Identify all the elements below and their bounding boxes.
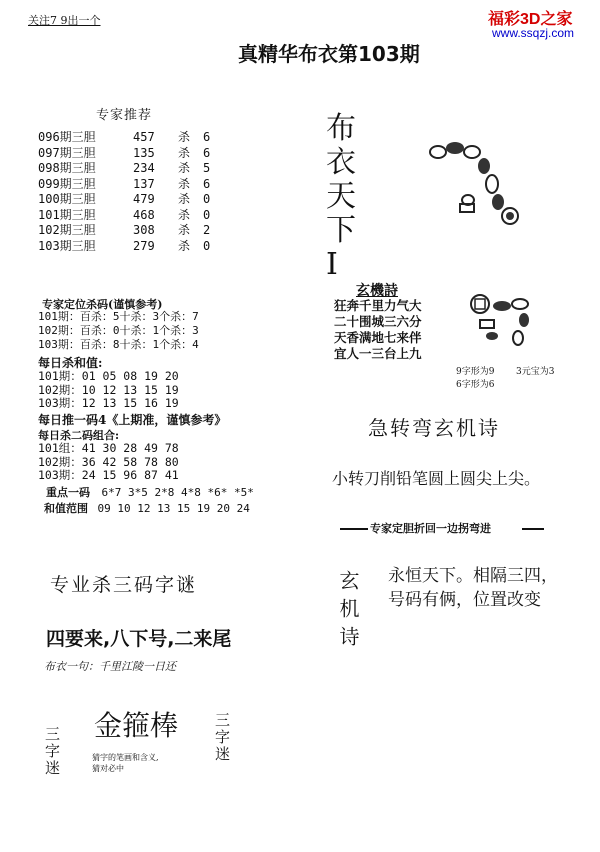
two-code-row: 103期：24 15 96 87 41 xyxy=(38,468,179,482)
row-nums: 457 xyxy=(133,130,155,144)
xuanji-line: 二十围城三六分 xyxy=(334,314,422,329)
row-nums: 308 xyxy=(133,223,155,237)
divider-left xyxy=(340,528,368,530)
row-kill-label: 杀 xyxy=(178,192,191,206)
focus-label: 重点一码 xyxy=(46,486,90,499)
one-code-heading: 每日推一码4《上期准，谨慎参考》 xyxy=(38,413,227,427)
row-issue: 103期三胆 xyxy=(38,238,96,253)
sum-range-label: 和值范围 xyxy=(44,502,88,515)
row-kill: 5 xyxy=(203,161,211,175)
riddle3-heading: 专业杀三码字谜 xyxy=(50,574,198,596)
divider-right xyxy=(522,528,544,530)
row-issue: 101期三胆 xyxy=(38,207,96,222)
row-issue: 098期三胆 xyxy=(38,161,96,175)
row-kill-label: 杀 xyxy=(178,176,191,191)
three-word-left: 三字迷 xyxy=(43,726,61,777)
row-nums: 234 xyxy=(133,161,155,175)
sum-kill-row: 103期：12 13 15 16 19 xyxy=(38,396,179,410)
sum-kill-row: 101期：01 05 08 19 20 xyxy=(38,369,179,383)
expert-row xyxy=(38,177,210,193)
brand-watermark: 福彩3D之家 xyxy=(488,11,573,28)
expert-heading: 专家推荐 xyxy=(96,108,153,123)
row-nums: 135 xyxy=(133,145,155,160)
expert-row xyxy=(38,192,210,208)
row-kill-label: 杀 xyxy=(178,207,191,222)
expert-bottom-heading: 专家定胆折回一边拐弯进 xyxy=(370,522,491,535)
jizhuan-heading: 急转弯玄机诗 xyxy=(368,416,500,440)
focus-row xyxy=(46,484,254,500)
row-kill: 0 xyxy=(203,207,211,222)
stick-title: 金箍棒 xyxy=(94,709,179,742)
row-nums: 279 xyxy=(133,238,155,253)
sum-kill-heading: 每日杀和值: xyxy=(38,356,103,370)
row-issue: 096期三胆 xyxy=(38,130,96,144)
buyi-vertical: 布衣天下I xyxy=(326,111,356,282)
hint-2: 3元宝为3 xyxy=(516,367,555,377)
expert-row xyxy=(38,161,210,177)
hint-3: 6字形为6 xyxy=(456,380,495,390)
row-issue: 099期三胆 xyxy=(38,176,96,191)
row-kill: 6 xyxy=(203,176,211,191)
sum-range-value: 09 10 12 13 15 19 20 24 xyxy=(97,502,250,515)
doodle-ingot-icon xyxy=(462,286,562,356)
riddle3-line: 四要来,八下号,二来尾 xyxy=(46,628,232,650)
row-issue: 100期三胆 xyxy=(38,192,96,206)
row-nums: 468 xyxy=(133,207,155,222)
position-kill-heading: 专家定位杀码(谨慎参考) xyxy=(42,298,163,311)
row-kill-label: 杀 xyxy=(178,161,191,175)
position-kill-row: 102期：百杀：0十杀：1个杀：3 xyxy=(38,324,199,337)
row-kill-label: 杀 xyxy=(178,223,191,237)
expert-bottom-line: 永恒天下。相隔三四， xyxy=(388,566,558,586)
row-nums: 137 xyxy=(133,176,155,191)
row-issue: 097期三胆 xyxy=(38,145,96,160)
expert-bottom-line: 号码有俩，位置改变 xyxy=(388,590,541,610)
doodle-chain-icon xyxy=(420,130,570,240)
expert-row xyxy=(38,130,210,146)
row-kill-label: 杀 xyxy=(178,238,191,253)
expert-row xyxy=(38,146,210,162)
xuanji-heading: 玄機詩 xyxy=(356,283,398,299)
row-nums: 479 xyxy=(133,192,155,206)
three-word-right: 三字迷 xyxy=(213,712,231,763)
expert-row xyxy=(38,239,210,255)
two-code-row: 101组：41 30 28 49 78 xyxy=(38,441,179,455)
brand-url: www.ssqzj.com xyxy=(492,26,575,40)
xuanji-line: 天香满地七来伴 xyxy=(334,330,422,345)
row-kill: 6 xyxy=(203,145,211,160)
expert-bottom-vert: 玄机诗 xyxy=(336,570,360,654)
jizhuan-line: 小转刀削铅笔圆上圆尖上尖。 xyxy=(332,469,541,488)
row-kill: 0 xyxy=(203,192,211,206)
expert-row xyxy=(38,223,210,239)
position-kill-list xyxy=(38,310,199,352)
row-kill: 6 xyxy=(203,130,211,144)
sum-range-row xyxy=(44,500,250,516)
page-title: 真精华布衣第103期 xyxy=(238,42,420,66)
expert-list xyxy=(38,130,210,254)
position-kill-row: 103期：百杀：8十杀：1个杀：4 xyxy=(38,338,199,351)
row-kill: 0 xyxy=(203,238,211,253)
xuanji-poem xyxy=(334,298,422,362)
riddle3-sub: 布衣一句：千里江陵一日还 xyxy=(44,660,176,673)
sum-kill-row: 102期：10 12 13 15 19 xyxy=(38,382,179,397)
stick-note: 猜字的笔画和含义,猜对必中 xyxy=(92,753,159,773)
row-kill-label: 杀 xyxy=(178,145,191,160)
position-kill-row: 101期：百杀：5十杀：3个杀：7 xyxy=(38,310,199,323)
expert-row xyxy=(38,208,210,224)
two-code-row: 102期：36 42 58 78 80 xyxy=(38,454,179,469)
expert-bottom-text xyxy=(388,564,558,612)
hint-1: 9字形为9 xyxy=(456,367,495,377)
two-code-heading: 每日杀二码组合: xyxy=(38,429,120,442)
xuanji-line: 狂奔千里力气大 xyxy=(334,298,422,313)
row-kill: 2 xyxy=(203,223,211,237)
row-issue: 102期三胆 xyxy=(38,223,96,237)
focus-value: 6*7 3*5 2*8 4*8 *6* *5* xyxy=(101,486,254,499)
two-code-list xyxy=(38,442,179,483)
sum-kill-list xyxy=(38,370,179,411)
xuanji-line: 宜人一三台上九 xyxy=(334,346,422,361)
row-kill-label: 杀 xyxy=(178,130,191,144)
follow-note: 关注7 9出一个 xyxy=(28,14,101,27)
